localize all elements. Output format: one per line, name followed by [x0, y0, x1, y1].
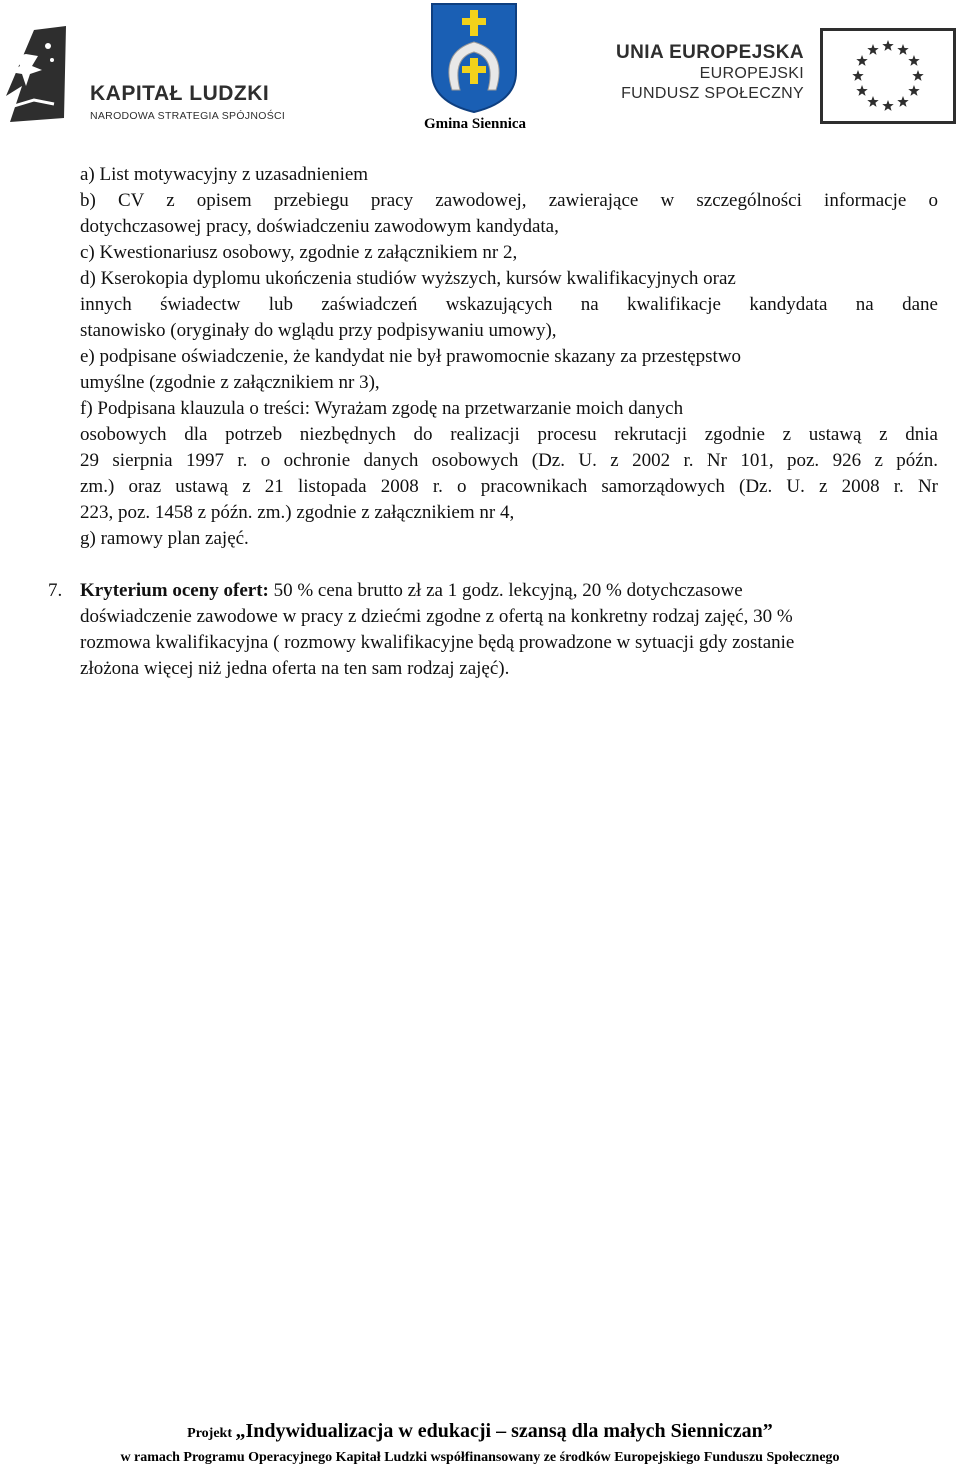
eu-flag-icon: [820, 28, 956, 124]
kapital-ludzki-title: KAPITAŁ LUDZKI: [90, 82, 270, 105]
criterion-text: złożona więcej niż jedna oferta na ten sam rodzaj zajęć).: [80, 658, 510, 679]
gmina-name: Gmina Siennica: [423, 116, 527, 132]
list-item: zm.) oraz ustawą z 21 listopada 2008 r. o pracownikach samorządowych (Dz. U. z 2008 r. Nr: [80, 476, 938, 497]
list-item: a) List motywacyjny z uzasadnieniem: [80, 164, 369, 185]
list-item: dotychczasowej pracy, doświadczeniu zawodowym kandydata,: [80, 216, 559, 237]
criterion-number: 7.: [48, 580, 63, 601]
eu-subtitle-2: FUNDUSZ SPOŁECZNY: [621, 85, 804, 102]
project-footer: [0, 1420, 960, 1443]
gmina-logo: [400, 2, 560, 134]
criterion-text: 50 % cena brutto zł za 1 godz. lekcyjną, 20 % dotychczasowe: [268, 580, 743, 601]
list-item: 29 sierpnia 1997 r. o ochronie danych osobowych (Dz. U. z 2002 r. Nr 101, poz. 926 z późn.: [80, 450, 938, 471]
requirements-list: [80, 162, 938, 552]
list-item: osobowych dla potrzeb niezbędnych do realizacji procesu rekrutacji zgodnie z ustawą z dnia: [80, 424, 938, 445]
list-item: 223, poz. 1458 z późn. zm.) zgodnie z załącznikiem nr 4,: [80, 502, 515, 523]
coat-of-arms-icon: [430, 2, 518, 114]
kapital-ludzki-emblem-icon: [4, 26, 70, 122]
eu-title: UNIA EUROPEJSKA: [616, 42, 804, 63]
eu-text-block: [600, 42, 804, 104]
list-item: c) Kwestionariusz osobowy, zgodnie z załącznikiem nr 2,: [80, 242, 518, 263]
criterion-text: doświadczenie zawodowe w pracy z dziećmi zgodne z ofertą na konkretny rodzaj zajęć, 30 %: [80, 606, 793, 627]
list-item: f) Podpisana klauzula o treści: Wyrażam zgodę na przetwarzanie moich danych: [80, 398, 684, 419]
list-item: d) Kserokopia dyplomu ukończenia studiów wyższych, kursów kwalifikacyjnych oraz: [80, 268, 736, 289]
list-item: stanowisko (oryginały do wglądu przy podpisywaniu umowy),: [80, 320, 557, 341]
project-prefix: Projekt: [187, 1426, 236, 1441]
list-item: umyślne (zgodnie z załącznikiem nr 3),: [80, 372, 380, 393]
list-item: b) CV z opisem przebiegu pracy zawodowej, zawierające w szczególności informacje o: [80, 190, 938, 211]
project-title: „Indywidualizacja w edukacji – szansą dla małych Sienniczan”: [235, 1420, 773, 1442]
eu-subtitle-1: EUROPEJSKI: [699, 65, 804, 82]
kapital-ludzki-subtitle: NARODOWA STRATEGIA SPÓJNOŚCI: [90, 110, 286, 122]
list-item: e) podpisane oświadczenie, że kandydat nie był prawomocnie skazany za przestępstwo: [80, 346, 742, 367]
kapital-ludzki-logo: [4, 26, 304, 122]
criterion-text: rozmowa kwalifikacyjna ( rozmowy kwalifikacyjne będą prowadzone w sytuacji gdy zostanie: [80, 632, 795, 653]
criterion-label: Kryterium oceny ofert:: [80, 580, 269, 601]
list-item: g) ramowy plan zajęć.: [80, 528, 249, 549]
list-item: innych świadectw lub zaświadczeń wskazujących na kwalifikacje kandydata na dane: [80, 294, 938, 315]
funding-footer: w ramach Programu Operacyjnego Kapitał Ludzki współfinansowany ze środków Europejskiego Funduszu Społecznego: [120, 1450, 840, 1465]
